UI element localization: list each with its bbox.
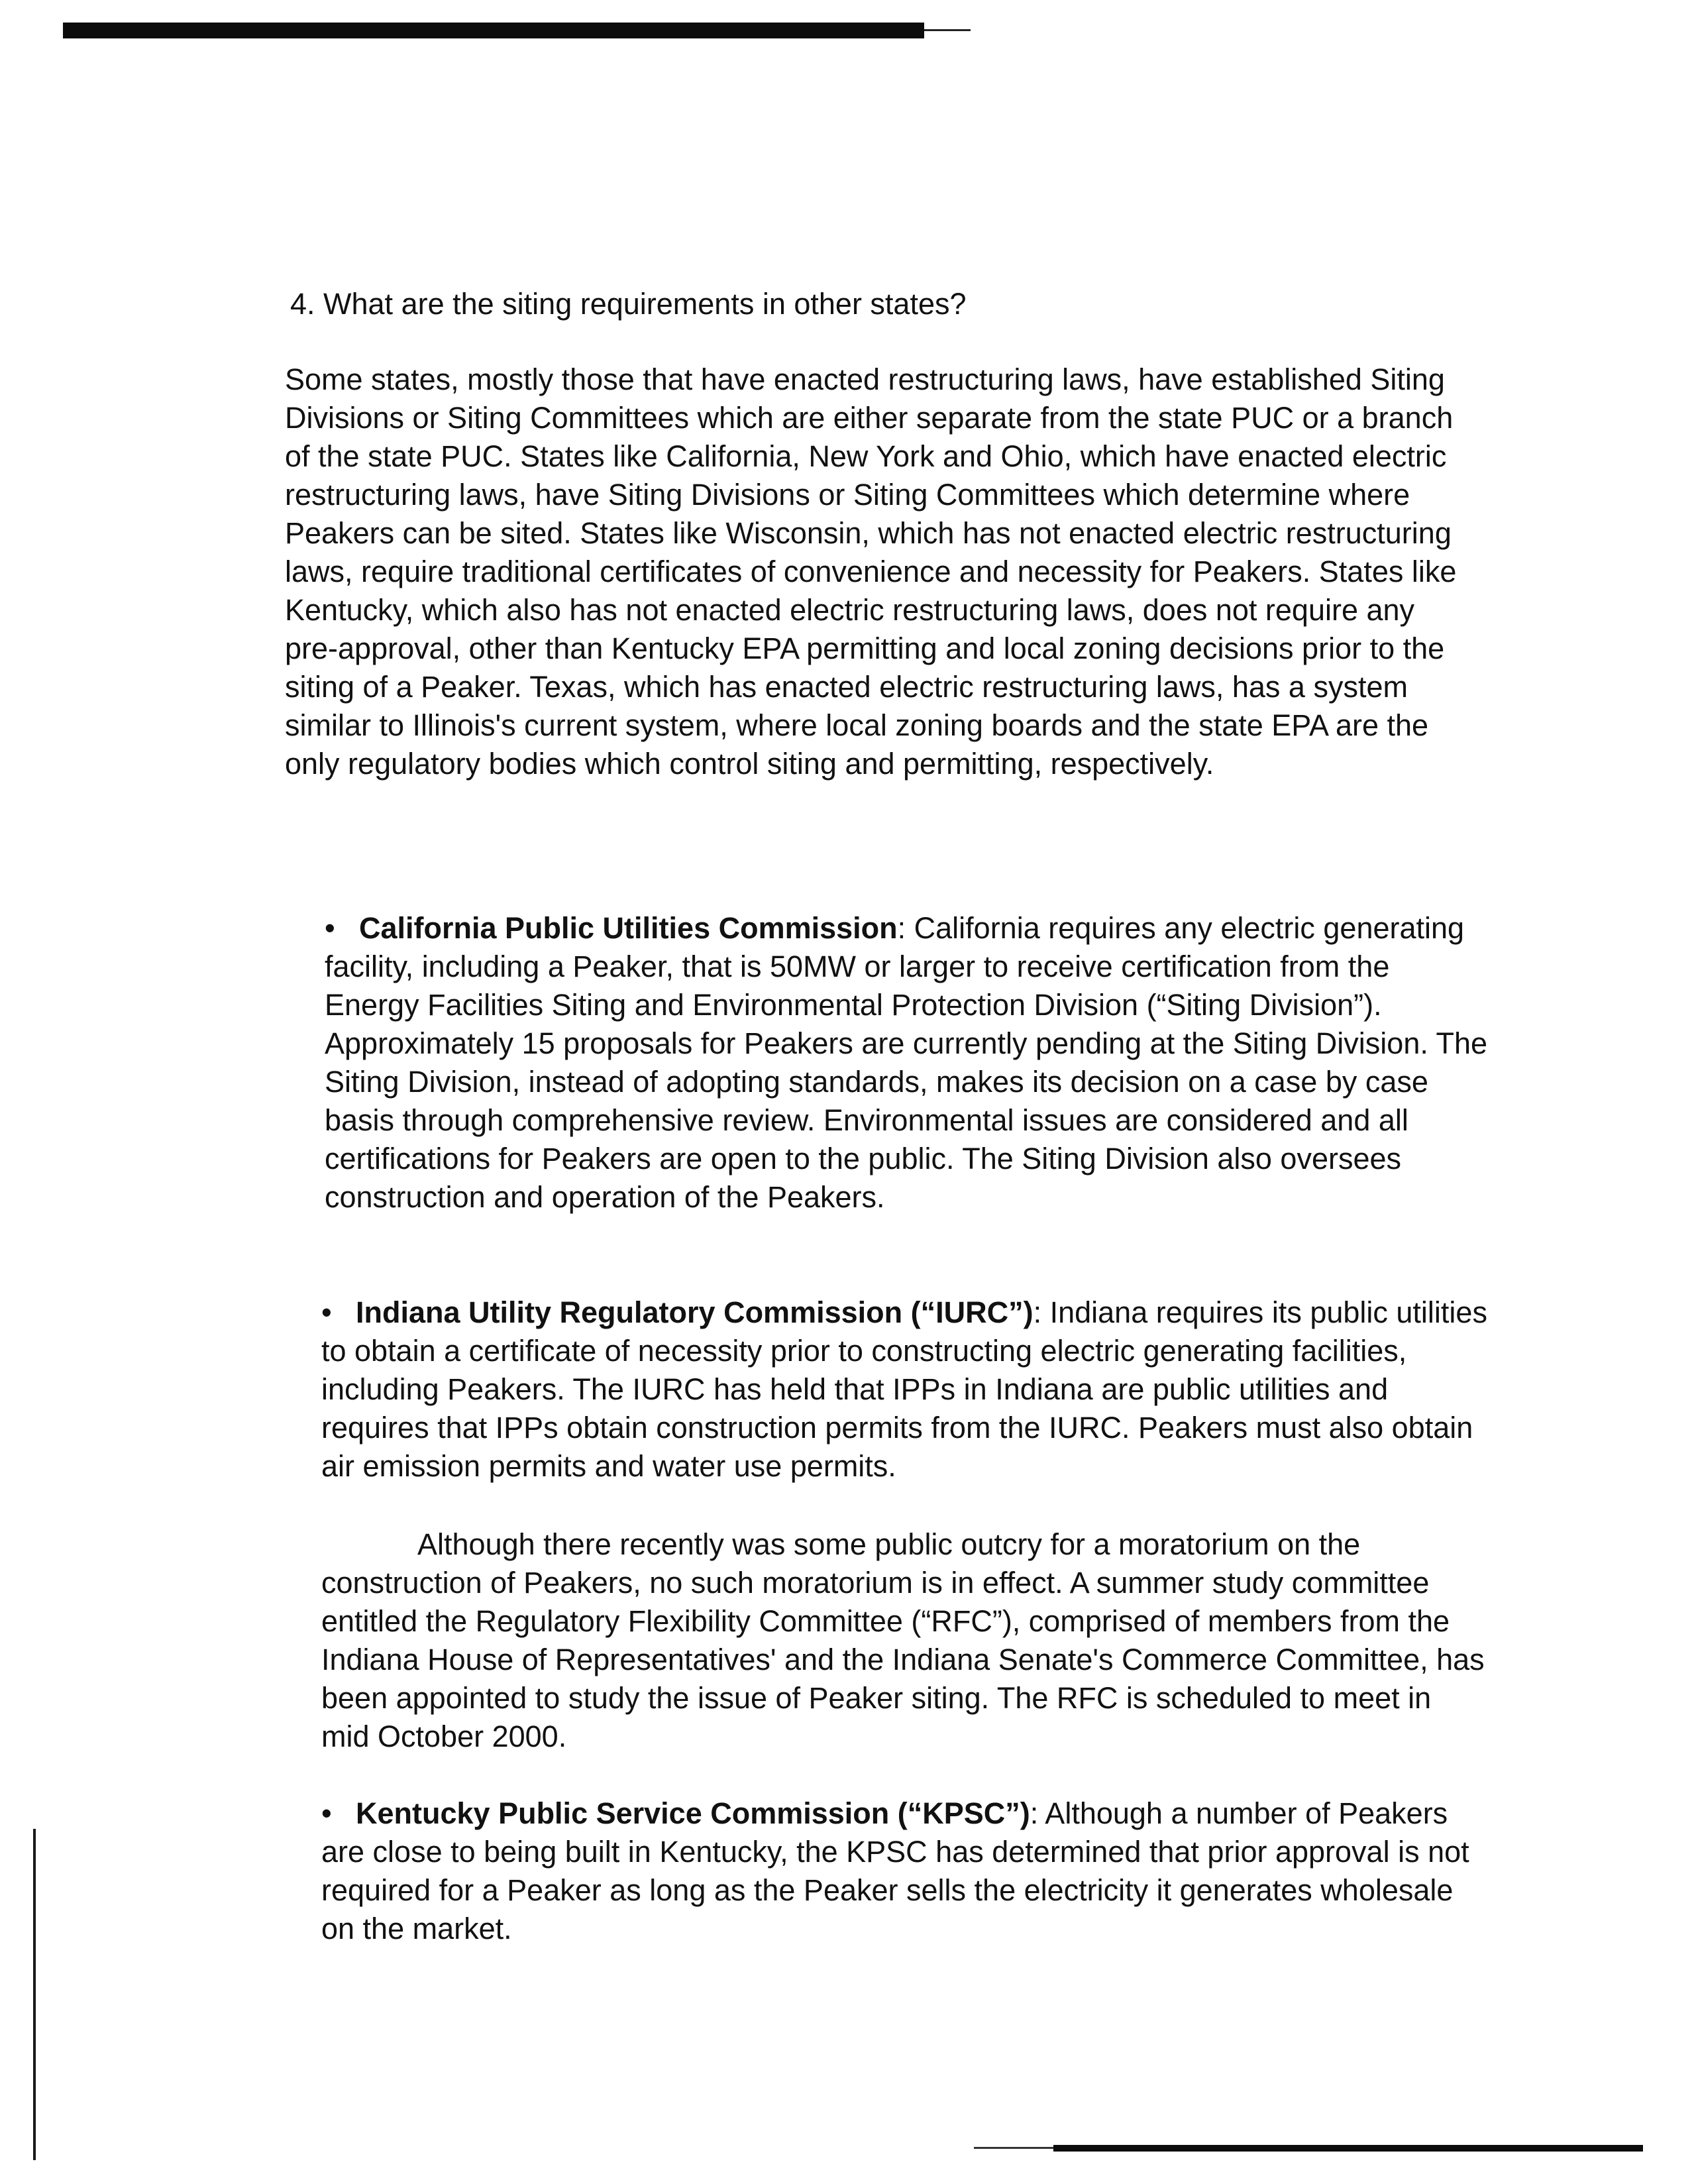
- bullet-marker: •: [321, 1295, 332, 1329]
- bullet-heading: Indiana Utility Regulatory Commission (“IURC”): [356, 1295, 1034, 1329]
- bullet-text: : Indiana requires its public utilities to obtain a certificate of necessity prior to constructing electric generating facilities, including Peakers. The IURC has held that IPPs in Indiana are public utilities and requires that IPPs obtain construction permits from the IURC. Peakers must also obtain air emission permits and water use permits.: [321, 1295, 1487, 1483]
- bullet-heading: California Public Utilities Commission: [359, 911, 898, 945]
- bullet-california: [325, 909, 1491, 1217]
- intro-paragraph: Some states, mostly those that have enacted restructuring laws, have established Siting Divisions or Siting Committees which are either separate from the state PUC or a branch of the state PUC. States like California, New York and Ohio, which have enacted electric restructuring laws, have Siting Divisions or Siting Committees which determine where Peakers can be sited. States like Wisconsin, which has not enacted electric restructuring laws, require traditional certificates of convenience and necessity for Peakers. States like Kentucky, which also has not enacted electric restructuring laws, does not require any pre-approval, other than Kentucky EPA permitting and local zoning decisions prior to the siting of a Peaker. Texas, which has enacted electric restructuring laws, has a system similar to Illinois's current system, where local zoning boards and the state EPA are the only regulatory bodies which control siting and permitting, respectively.: [285, 362, 1457, 781]
- bullet-text: : California requires any electric generating facility, including a Peaker, that is 50MW or larger to receive certification from the Energy Facilities Siting and Environmental Protection Division (“Siting Division”). Approximately 15 proposals for Peakers are currently pending at the Siting Division. The Siting Division, instead of adopting standards, makes its decision on a case by case basis through comprehensive review. Environmental issues are considered and all certifications for Peakers are open to the public. The Siting Division also oversees construction and operation of the Peakers.: [325, 911, 1488, 1214]
- left-margin-rule: [33, 1829, 36, 2160]
- continuation-text: Although there recently was some public outcry for a moratorium on the construction of Peakers, no such moratorium is in effect. A summer study committee entitled the Regulatory Flexibility Committee (“RFC”), comprised of members from the Indiana House of Representatives' and the Indiana Senate's Commerce Committee, has been appointed to study the issue of Peaker siting. The RFC is scheduled to meet in mid October 2000.: [321, 1527, 1485, 1753]
- bullet-marker: •: [325, 911, 335, 945]
- bullet-kentucky: [321, 1794, 1487, 1948]
- question-heading: 4. What are the siting requirements in other states?: [290, 287, 967, 321]
- bullet-heading: Kentucky Public Service Commission (“KPSC”): [356, 1796, 1030, 1830]
- bottom-rule-tail: [974, 2147, 1053, 2149]
- bottom-footer-rule: [1053, 2145, 1643, 2152]
- bullet-marker: •: [321, 1796, 332, 1830]
- bullet-text: : Although a number of Peakers are close to being built in Kentucky, the KPSC has determined that prior approval is not required for a Peaker as long as the Peaker sells the electricity it generates wholesale on the market.: [321, 1796, 1469, 1945]
- bullet-indiana-continuation: [321, 1525, 1487, 1756]
- top-header-rule: [63, 23, 924, 38]
- bullet-indiana: [321, 1293, 1487, 1486]
- top-header-rule-tail: [924, 29, 971, 31]
